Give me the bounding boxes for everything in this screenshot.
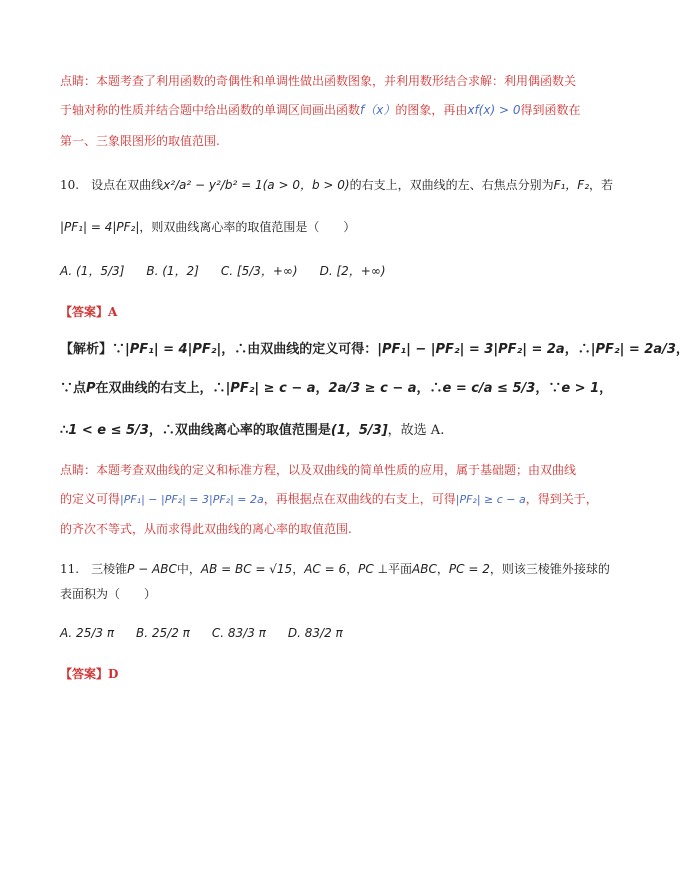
expr-f: f（x）	[360, 103, 396, 117]
q10-option-b: B. (1，2]	[146, 264, 199, 278]
q11-line2: 表面积为（ ）	[60, 587, 157, 601]
q10-option-d: D. [2，+∞)	[319, 264, 386, 278]
expr-xf: xf(x) > 0	[467, 103, 521, 117]
q10-options	[60, 262, 386, 280]
note2-line3: 的齐次不等式，从而求得此双曲线的离心率的取值范围.	[60, 522, 352, 536]
note1-line2: 于轴对称的性质并结合题中给出函数的单调区间画出函数f（x）的图象，再由xf(x) > 0得到函数在	[60, 103, 581, 117]
q11-option-b: B. 25/2 π	[136, 626, 190, 640]
analysis-line1: 【解析】∵|PF₁| = 4|PF₂|，∴由双曲线的定义可得：|PF₁| − |PF₂| = 3|PF₂| = 2a，∴|PF₂| = 2a/3，	[60, 342, 689, 357]
q10-option-a: A. (1，5/3]	[60, 264, 125, 278]
foci: F₁，F₂	[553, 178, 590, 192]
note1-line1: 点睛：本题考查了利用函数的奇偶性和单调性做出函数图象，并利用数形结合求解：利用偶函数关	[60, 74, 577, 88]
q11-option-a: A. 25/3 π	[60, 626, 115, 640]
note1-line3: 第一、三象限图形的取值范围.	[60, 134, 220, 148]
analysis-line3: ∴1 < e ≤ 5/3，∴双曲线离心率的取值范围是(1，5/3]，故选 A.	[60, 423, 445, 438]
analysis-line2: ∵点P在双曲线的右支上，∴|PF₂| ≥ c − a，2a/3 ≥ c − a，∴e = c/a ≤ 5/3，∵e > 1，	[60, 381, 613, 396]
hyperbola-equation: x²/a² − y²/b² = 1(a > 0，b > 0)	[163, 178, 350, 192]
q10-answer: 【答案】A	[60, 305, 118, 319]
q11-answer: 【答案】D	[60, 667, 119, 681]
q11-line1: 11. 三棱锥P − ABC中，AB = BC = √15，AC = 6，PC ⊥平面ABC，PC = 2，则该三棱锥外接球的	[60, 562, 610, 576]
q10-line1: 10. 设点在双曲线x²/a² − y²/b² = 1(a > 0，b > 0)的右支上，双曲线的左、右焦点分别为F₁，F₂，若	[60, 178, 614, 192]
q11-option-c: C. 83/3 π	[211, 626, 266, 640]
q11-options	[60, 624, 343, 642]
q10-option-c: C. [5/3，+∞)	[220, 264, 298, 278]
q10-line2: |PF₁| = 4|PF₂|，则双曲线离心率的取值范围是（ ）	[60, 220, 356, 234]
note2-line1: 点睛：本题考查双曲线的定义和标准方程，以及双曲线的简单性质的应用，属于基础题；由双曲线	[60, 463, 577, 477]
q11-option-d: D. 83/2 π	[287, 626, 343, 640]
note2-line2: 的定义可得|PF₁| − |PF₂| = 3|PF₂| = 2a，再根据点在双曲线的右支上，可得|PF₂| ≥ c − a，得到关于，	[60, 492, 598, 506]
